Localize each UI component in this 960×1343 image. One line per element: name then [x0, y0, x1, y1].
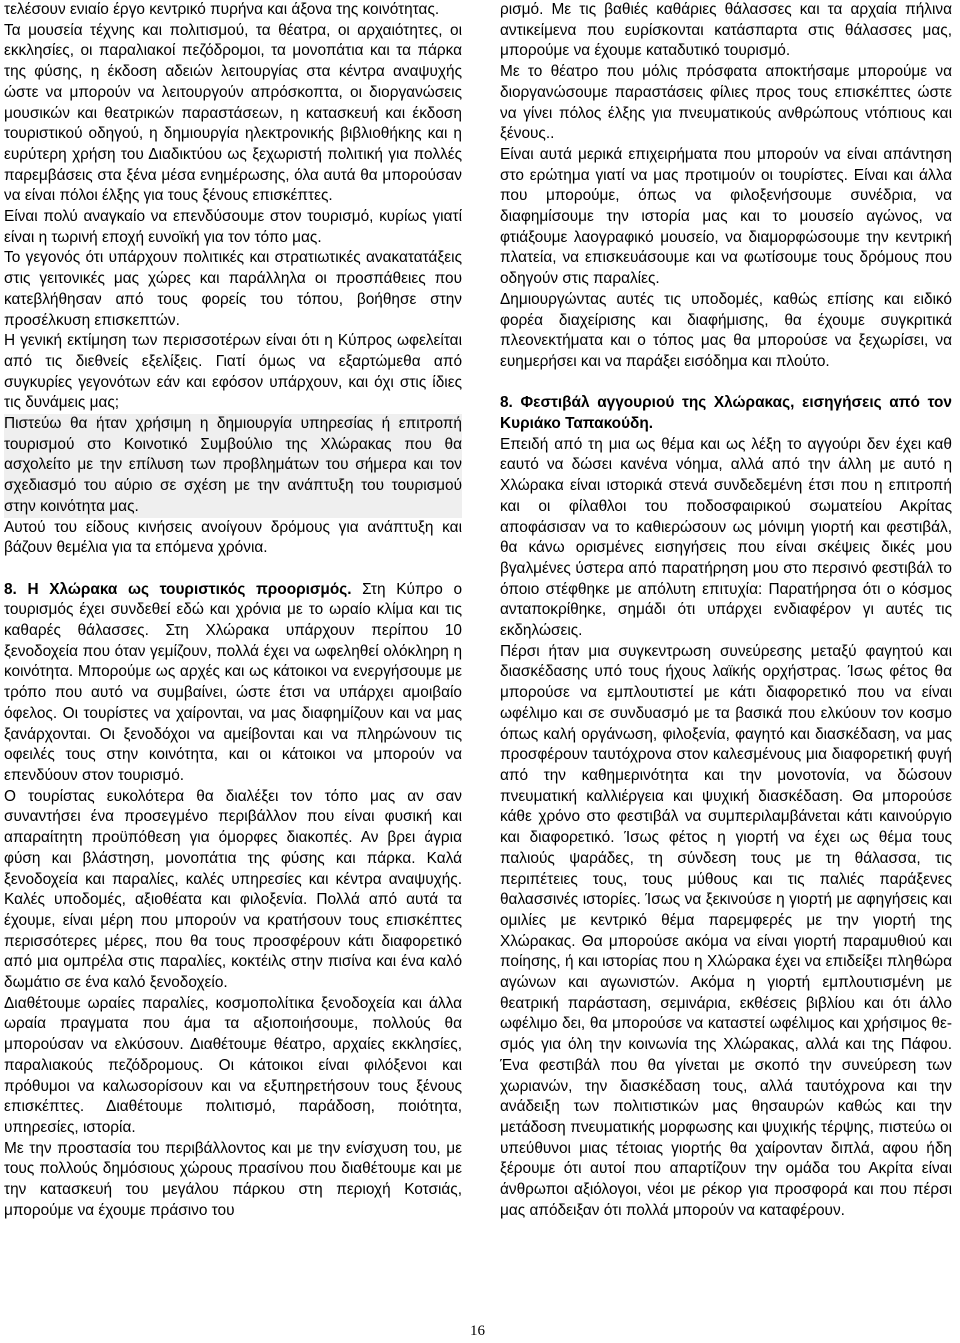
section-heading: 8. Φεστιβάλ αγγουριού της Χλώρακας, εισηγήσεις από τον Κυριάκο Ταπακούδη. [500, 394, 952, 433]
paragraph: τελέσουν ενιαίο έργο κεντρικό πυρήνα και άξονα της κοινότητας. [4, 1, 440, 18]
left-column [4, 0, 462, 1221]
paragraph: ρισμό. Με τις βαθιές καθάριες θάλασσες και τα αρχαία πήλινα αντικείμενα που ευρίσκονται κατάσπαρτα στις θάλασσες μας, μπορούμε να έχουμε καταδυτικό τουρισμό. [500, 1, 952, 60]
paragraph: Με το θέατρο που μόλις πρόσφατα αποκτήσαμε μπορούμε να διοργανώσουμε παραστάσεις φίλιες προς τους επισκέπτες ώστε να γίνει πόλος έλξης για πνευματικούς ανθρώπους ντόπιους και ξένους.. [500, 63, 952, 143]
section-intro: Στη Κύπρο ο τουρισμός έχει συνδεθεί εδώ και χρόνια με το ωραίο κλίμα και τις καθαρές θάλασσες. Στη Χλώρακα υπάρχουν περίπου 10 ξενοδοχεία που όταν γεμίζουν, πολλά έχει να ωφεληθεί ολόκληρη η κοινότητα. Μπορούμε ως αρχές και ως κάτοικοι να ενεργήσουμε με τρόπο που αυτό να συμβαίνει, ώστε έτσι να υπάρχει αμοιβαίο όφελος. Οι τουρίστες να χαίρονται, να μας διαφημίζουν και να μας ξανάρχονται. Οι ξενοδόχοι να αμείβονται και να πληρώνουν τις οφειλές τους στην κοινότητα, και οι κάτοικοι να μπορούν να επενδύουν στον τουρισμό. [4, 580, 463, 784]
paragraph: Είναι πολύ αναγκαίο να επενδύσουμε στον τουρισμό, κυρίως γιατί είναι η τωρινή εποχή ευνοϊκή για τον τόπο μας. [4, 208, 462, 246]
right-column [500, 0, 952, 1221]
paragraph: Ο τουρίστας ευκολότερα θα διαλέξει τον τόπο μας αν σαν συναντήσει ένα προσεγμένο περιβάλλον που είναι φυσική και απαραίτητη προϋπόθεση για όμορφες διακοπές. Αν βρει άγρια φύση και βλάστηση, μονοπάτια της φύσης και πάρκα. Καλά ξενοδοχεία και παραλίες, καλές υπηρεσίες και κέντρα αναψυχής. Καλές υποδομές, αξιοθέατα και φιλοξενία. Πολλά από αυτά τα έχουμε, είναι μέρη που μπορούν να κρατήσουν τους επισκέπτες περισσότερες μέρες, που θα τους προσφέρουν κάτι διαφορετικό από μια ομπρέλα στις παραλίες, κοκτέιλς στην πισίνα και ένα καλό δωμάτιο σε ένα καλό ξενοδοχείο. [4, 787, 462, 992]
paragraph: Είναι αυτά μερικά επιχειρήματα που μπορούν να είναι απάντηση στο ερώτημα γιατί να μας προτιμούν οι τουρίστες. Είναι και άλλα που μπορούμε, όπως να φιλοξενήσουμε συνέδρια, να διαφημίσουμε την ιστορία μας και το μουσείο αγώνος, να φτιάξουμε λαογραφικό μουσείο, να διαμορφώσουμε την κεντρική πλατεία, να επισκευάσουμε και να φωτίσουμε τους δρόμους που οδηγούν στις παραλίες. [500, 145, 952, 288]
section-paragraph [4, 580, 462, 787]
section-heading: 8. Η Χλώρακα ως τουριστικός προορισμός. [4, 580, 352, 598]
paragraph: Δημιουργώντας αυτές τις υποδομές, καθώς επίσης και ειδικό φορέα διαχείρισης και διαφήμισης, θα έχουμε συγκριτικά πλεονεκτήματα και ο τόπος μας θα μπορούσε να ξεχωρίσει, να ευημερήσει και να παράξει εισόδημα και πλούτο. [500, 290, 952, 370]
page-number: 16 [470, 1323, 485, 1339]
spacer [4, 559, 462, 580]
paragraph: Το γεγονός ότι υπάρχουν πολιτικές και στρατιωτικές ανακατατάξεις στις γειτονικές μας χώρες και παράλληλα οι προσπάθειες που κατεβλήθησαν από τους φορείς του τόπου, βοήθησε στην προσέλκυση επισκεπτών. [4, 249, 462, 329]
paragraph: Αυτού του είδους κινήσεις ανοίγουν δρόμους για ανάπτυξη και βάζουν θεμέλια για τα επόμενα χρόνια. [4, 518, 462, 557]
paragraph: Με την προστασία του περιβάλλοντος και με την ενίσχυση του, με τους πολλούς δημόσιους χώρους πρασίνου που διαθέτουμε και με την κατασκευή του μεγάλου πάρκου στη περιοχή Κοτσιάς, μπορούμε να έχουμε πράσινο του [4, 1139, 462, 1219]
paragraph: Διαθέτουμε ωραίες παραλίες, κοσμοπολίτικα ξενοδοχεία και άλλα ωραία πραγματα που άμα τα αξιοποιήσουμε, πολλούς θα μπορούσαν να ελκύσουν. Διαθέτουμε θέατρο, αρχαίες εκκλησίες, παραλιακούς πεζόδρομους. Οι κάτοικοι είναι φιλόξενοι και πρόθυμοι να καλωσορίσουν και να εξυπηρετήσουν τους ξένους επισκέπτες. Διαθέτουμε πολιτισμό, παράδοση, ποιότητα, υπηρεσίες, ιστορία. [4, 994, 462, 1136]
paragraph: Πέρσι ήταν μια συγκεντρωση συνεύρεσης μεταξύ φαγητού και διασκέδασης υπό τους ήχους λαϊκής ορχήστρας. Ίσως φέτος θα μπορούσε να εμπλουτιστεί με κάτι διαφορετικό που να είναι ωφέλιμο και σε συνδυασμό με τα βασικά που ελκύουν τον κοσμο όπως καλή οργάνωση, φιλοξενία, φαγητό και διασκέδαση, να μας προσφέρουν ταυτόχρονα στον καλεσμένους μια διαφορετική φυγή από την καθημερινότητα και την μονοτονία, να δώσουν πνευματική καλλιέργεια και ψυχική διασκέδαση. Θα μπορούσε κάθε χρόνο στο φεστιβάλ να συμπεριλαμβάνεται κάτι καινούργιο και διαφορετικό. Ίσως φέτος η γιορτή να έχει ως θέμα τους παλιούς ψαράδες, τη σύνδεση τους με τη θάλασσα, τις περιπέτειες τους, τους μύθους και τις παλιές παράξενες θαλασσινές ιστορίες. Ίσως να ξεκινούσε η γιορτή με αφηγήσεις και ομιλίες με κεντρικό θέμα παρεμφερές με την γιορτή της Χλώρακας. Θα μπορούσε ακόμα να είναι γιορτή παραμυθιού και ποίησης, ή και ιστορίας που η Χλώρακα έχει να επιδείξει πληθώρα αγώνων και αγωνιστών. Ακόμα η γιορτή εμπλουτισμένη με θεατρική παράσταση, σεμινάρια, εκθέσεις βιβλίου και ότι άλλο ωφέλιμο δει, θα μπορούσε να καταστεί ωφέλιμος και χρήσιμος θεσμός για όλη την κοινωνία της Χλώρακας, αλλά και της Πάφου. Ένα φεστιβάλ που θα γίνεται με σκοπό την συνεύρεση των χωριανών, την διασκέδαση τους, αλλά ταυτόχρονα και την ανάδειξη των πολιτιστικών μας θησαυρών καθώς και την μετάδοση πνευματικής μορφωσης και ψυχικής τέρψης, πιστεύω οι υπεύθυνοι μιας τέτοιας γιορτής θα χαίρονταν διπλά, αφου ήδη ξέρουμε ότι αυτοί που απαρτίζουν την ομάδα του Ακρίτα είναι άνθρωποι αξιόλογοι, νέοι με ρέκορ για προσφορά και που πέρσι μας απόδειξαν ότι πολλά μπορούν να καταφέρουν. [500, 642, 952, 1219]
paragraph: Επειδή από τη μια ως θέμα και ως λέξη το αγγούρι δεν έχει καθ εαυτό να δώσει κανένα νόημα, αλλά από την άλλη με αυτό η Χλώρακα είναι ιστορικά στενά συνδεδεμένη έτσι που η επιτροπή και οι φίλαθλοι του ποδοσφαιρικού σωματείου Ακρίτας αποφάσισαν να το καθιερώσουν ως μόνιμη γιορτή και φεστιβάλ, θα κάνω ορισμένες εισηγήσεις που είναι σκέψεις δικές μου βγαλμένες ύστερα από παρατήρηση μου στο περσινό φεστιβάλ το όποιο στέφθηκε με απόλυτη επιτυχία: Παρατήρησα ότι ο κόσμος ανταποκρίθηκε, σημάδι ότι υπάρχει ενδιαφέρον γι αυτές τις εκδηλώσεις. [500, 435, 952, 640]
paragraph: Τα μουσεία τέχνης και πολιτισμού, τα θέατρα, οι αρχαιότητες, οι εκκλησίες, οι παραλιακοί πεζόδρομοι, τα μονοπάτια και τα πάρκα της φύσης, η έκδοση αδειών λειτουργίας στα κέντρα αναψυχής ώστε να μπορούν να λειτουργούν απρόσκοπτα, οι διοργανώσεις μουσικών και θεατρικών παραστάσεων, η κατασκευή και έκδοση τουριστικού οδηγού, η δημιουργία ηλεκτρονικής βιβλιοθήκης και η ευρύτερη χρήση του Διαδικτύου ως ξεχωριστή πολιτική για πολλές παρεμβάσεις στα ξένα μέσα ενημέρωσης, όλα αυτά θα μπορούσαν να είναι πόλοι έλξης για τους ξένους επισκέπτες. [4, 21, 462, 205]
highlighted-paragraph: Πιστεύω θα ήταν χρήσιμη η δημιουργία υπηρεσίας ή επιτροπή τουρισμού στο Κοινοτικό Συμβούλιο της Χλώρακας που θα ασχολείτο με την επίλυση των προβλημάτων του σήμερα και τον σχεδιασμό του αύριο σε σχέση με την ανάπτυξη του τουρισμού στην κοινότητα μας. [4, 414, 462, 518]
paragraph: Η γενική εκτίμηση των περισσοτέρων είναι ότι η Κύπρος ωφελείται από τις διεθνείς εξελίξεις. Γιατί όμως να εξαρτώμεθα από συγκυρίες γεγονότων εάν και εφόσον υπάρχουν, και όχι στις ίδιες τις δυνάμεις μας; [4, 332, 462, 412]
spacer [500, 373, 952, 394]
